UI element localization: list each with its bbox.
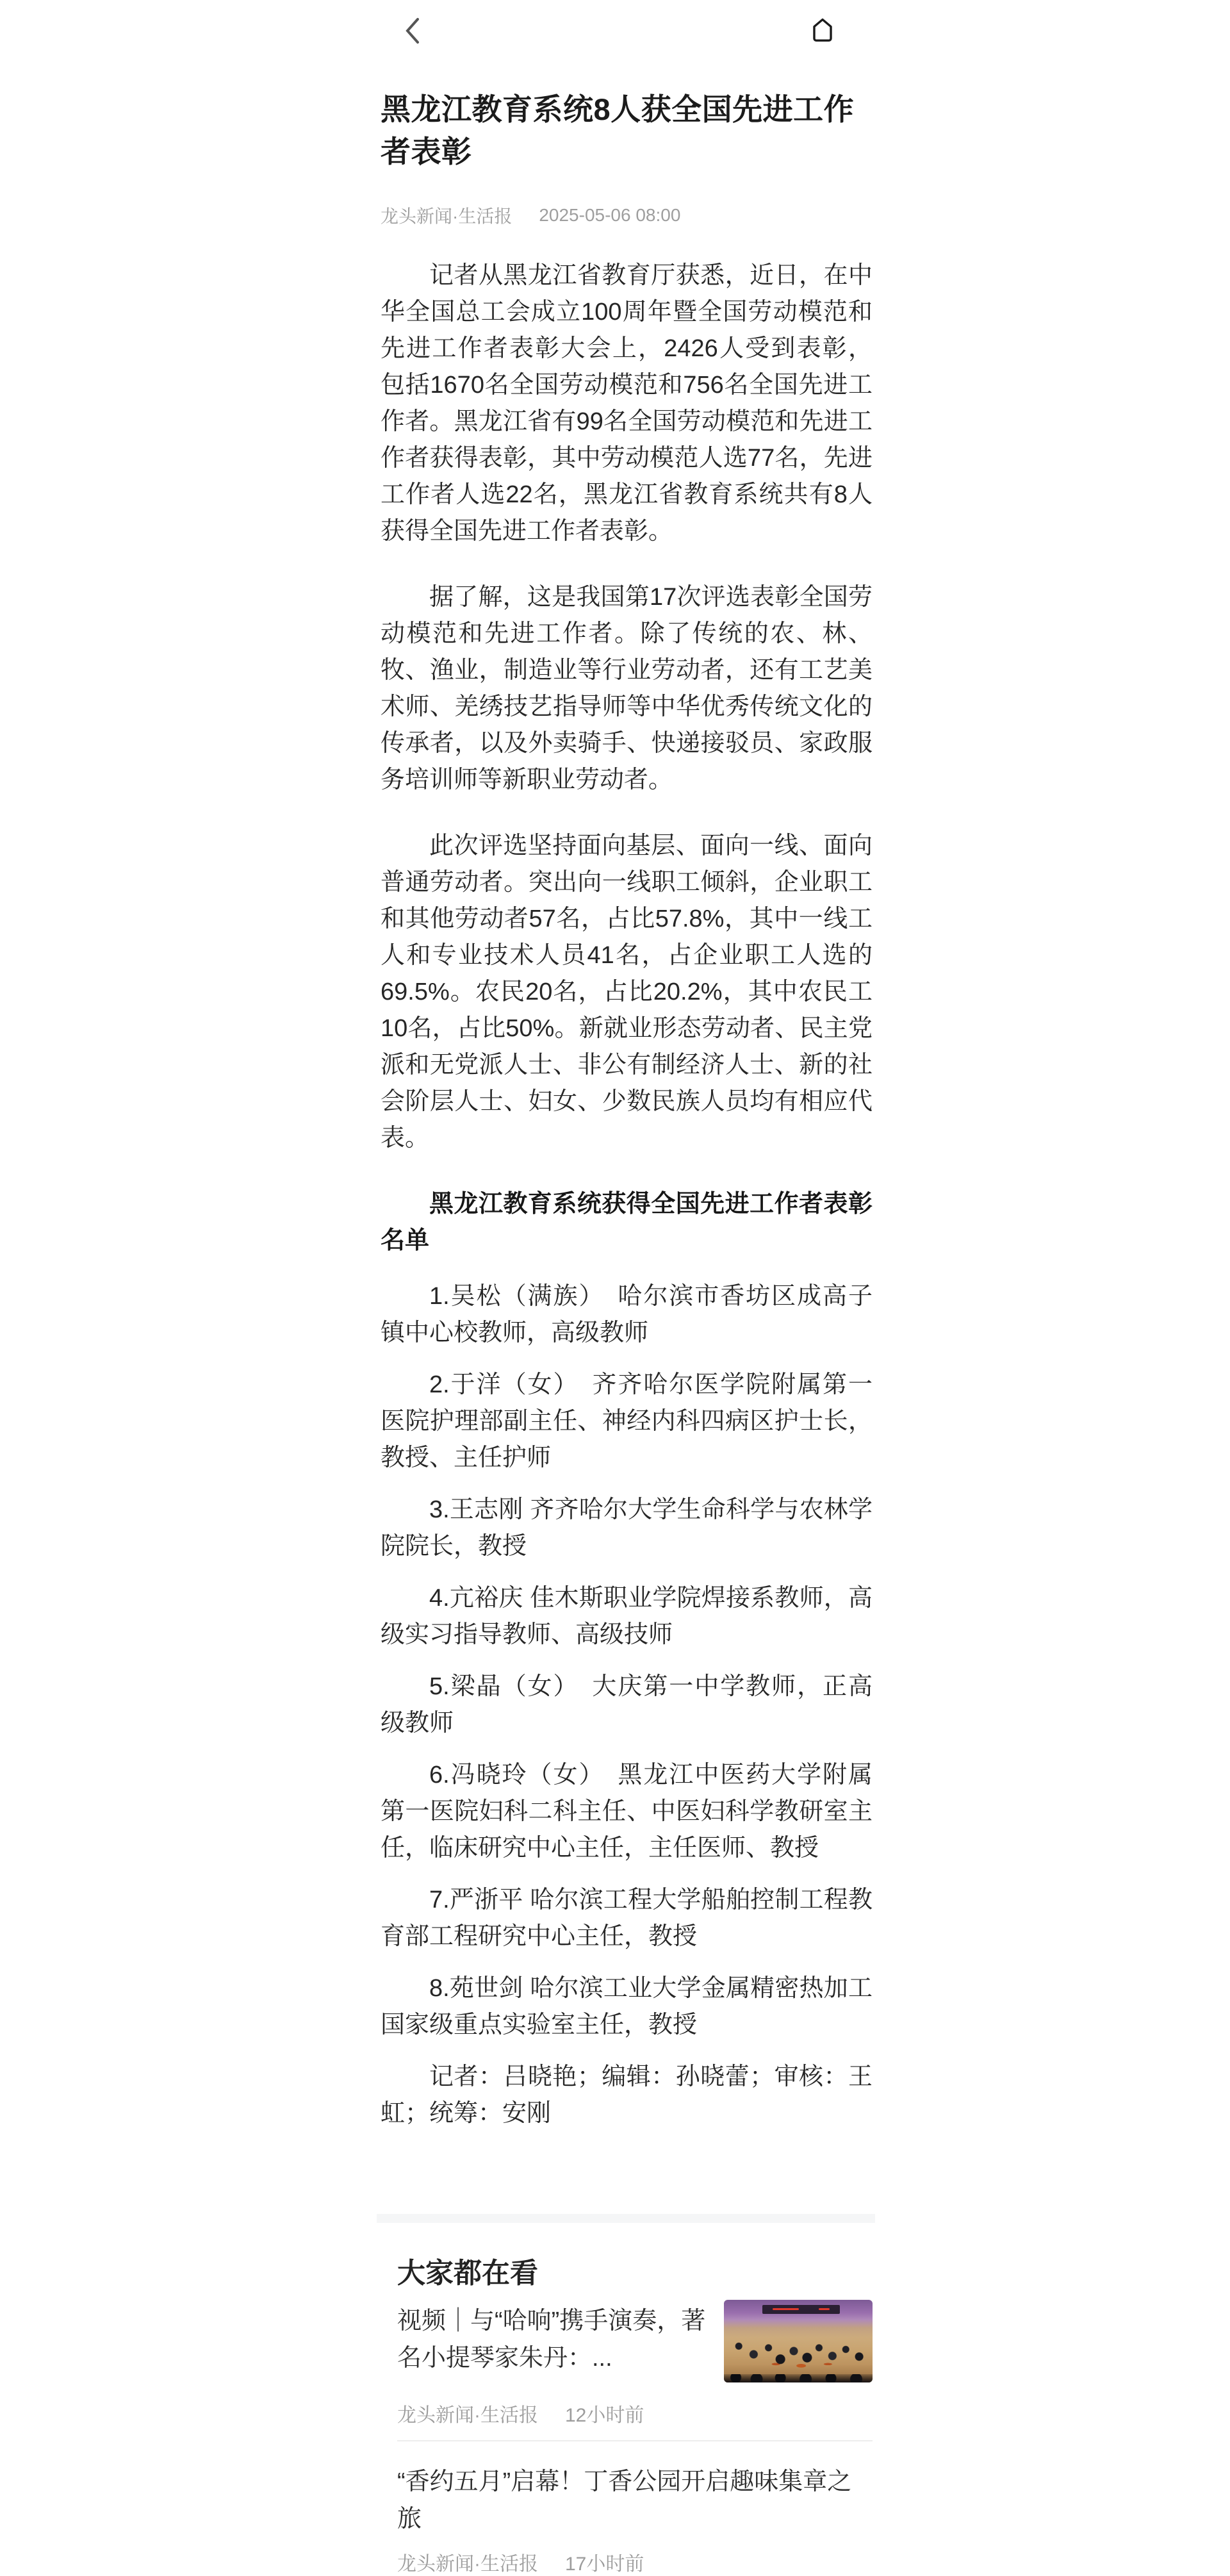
honoree-list-item: 8.苑世剑 哈尔滨工业大学金属精密热加工国家级重点实验室主任，教授 bbox=[381, 1975, 873, 2038]
related-item-title[interactable]: 视频｜与“哈响”携手演奏，著名小提琴家朱丹：... bbox=[397, 2308, 706, 2372]
related-article-item[interactable] bbox=[397, 2302, 873, 2441]
related-item-source: 龙头新闻·生活报 bbox=[397, 2554, 538, 2575]
article-title: 黑龙江教育系统8人获全国先进工作者表彰 bbox=[381, 92, 855, 169]
related-item-source: 龙头新闻·生活报 bbox=[397, 2405, 538, 2426]
back-button[interactable] bbox=[396, 14, 429, 50]
related-article-item[interactable] bbox=[397, 2463, 873, 2576]
article-credits: 记者：吕晓艳；编辑：孙晓蕾；审核：王虹；统筹：安刚 bbox=[381, 2063, 873, 2127]
chevron-left-icon bbox=[404, 17, 421, 48]
related-item-time: 12小时前 bbox=[565, 2405, 644, 2426]
home-icon bbox=[811, 17, 834, 45]
honoree-list-item: 2.于洋（女） 齐齐哈尔医学院附属第一医院护理部副主任、神经内科四病区护士长，教授、主任护师 bbox=[381, 1371, 873, 1471]
home-button[interactable] bbox=[805, 12, 840, 50]
article-subheading: 黑龙江教育系统获得全国先进工作者表彰名单 bbox=[381, 1191, 873, 1254]
related-section-title: 大家都在看 bbox=[397, 2258, 538, 2289]
article-paragraph: 据了解，这是我国第17次评选表彰全国劳动模范和先进工作者。除了传统的农、林、牧、渔业，制造业等行业劳动者，还有工艺美术师、羌绣技艺指导师等中华优秀传统文化的传承者，以及外卖骑手、快递接驳员、家政服务培训师等新职业劳动者。 bbox=[381, 584, 873, 793]
article-body bbox=[381, 258, 873, 2132]
article-paragraph: 此次评选坚持面向基层、面向一线、面向普通劳动者。突出向一线职工倾斜，企业职工和其他劳动者57名，占比57.8%，其中一线工人和专业技术人员41名，占企业职工人选的69.5%。农民20名，占比20.2%，其中农民工10名，占比50%。新就业形态劳动者、民主党派和无党派人士、非公有制经济人士、新的社会阶层人士、妇女、少数民族人员均有相应代表。 bbox=[381, 832, 873, 1152]
related-item-divider bbox=[397, 2440, 873, 2441]
honoree-list-item: 4.亢裕庆 佳木斯职业学院焊接系教师，高级实习指导教师、高级技师 bbox=[381, 1585, 873, 1648]
honoree-list-item: 1.吴松（满族） 哈尔滨市香坊区成高子镇中心校教师，高级教师 bbox=[381, 1283, 873, 1346]
related-section bbox=[397, 2223, 873, 2576]
orchestra-concert-thumbnail[interactable] bbox=[724, 2300, 873, 2382]
related-item-row bbox=[397, 2302, 873, 2382]
honoree-list-item: 3.王志刚 齐齐哈尔大学生命科学与农林学院院长，教授 bbox=[381, 1496, 873, 1560]
related-item-meta bbox=[397, 2399, 873, 2427]
article-date: 2025-05-06 08:00 bbox=[539, 205, 681, 225]
article-paragraph: 记者从黑龙江省教育厅获悉，近日，在中华全国总工会成立100周年暨全国劳动模范和先进工作者表彰大会上，2426人受到表彰，包括1670名全国劳动模范和756名全国先进工作者。黑龙江省有99名全国劳动模范和先进工作者获得表彰，其中劳动模范人选77名，先进工作者人选22名，黑龙江省教育系统共有8人获得全国先进工作者表彰。 bbox=[381, 262, 873, 545]
article-source[interactable]: 龙头新闻·生活报 bbox=[381, 206, 512, 226]
article-column bbox=[381, 64, 873, 2161]
honoree-list-item: 7.严浙平 哈尔滨工程大学船舶控制工程教育部工程研究中心主任，教授 bbox=[381, 1887, 873, 1950]
section-divider bbox=[377, 2214, 875, 2223]
top-navigation-bar bbox=[0, 0, 1230, 64]
related-item-title[interactable]: “香约五月”启幕！丁香公园开启趣味集章之旅 bbox=[397, 2468, 852, 2532]
related-item-meta bbox=[397, 2548, 873, 2576]
thumbnail-audience-silhouettes bbox=[724, 2374, 873, 2382]
related-item-time: 17小时前 bbox=[565, 2554, 644, 2575]
honoree-list-item: 6.冯晓玲（女） 黑龙江中医药大学附属第一医院妇科二科主任、中医妇科学教研室主任，临床研究中心主任，主任医师、教授 bbox=[381, 1762, 873, 1862]
article-meta bbox=[381, 202, 873, 228]
thumbnail-orchestra-players bbox=[724, 2336, 873, 2370]
thumbnail-led-banner bbox=[762, 2305, 840, 2314]
honoree-list-item: 5.梁晶（女） 大庆第一中学教师，正高级教师 bbox=[381, 1673, 873, 1737]
